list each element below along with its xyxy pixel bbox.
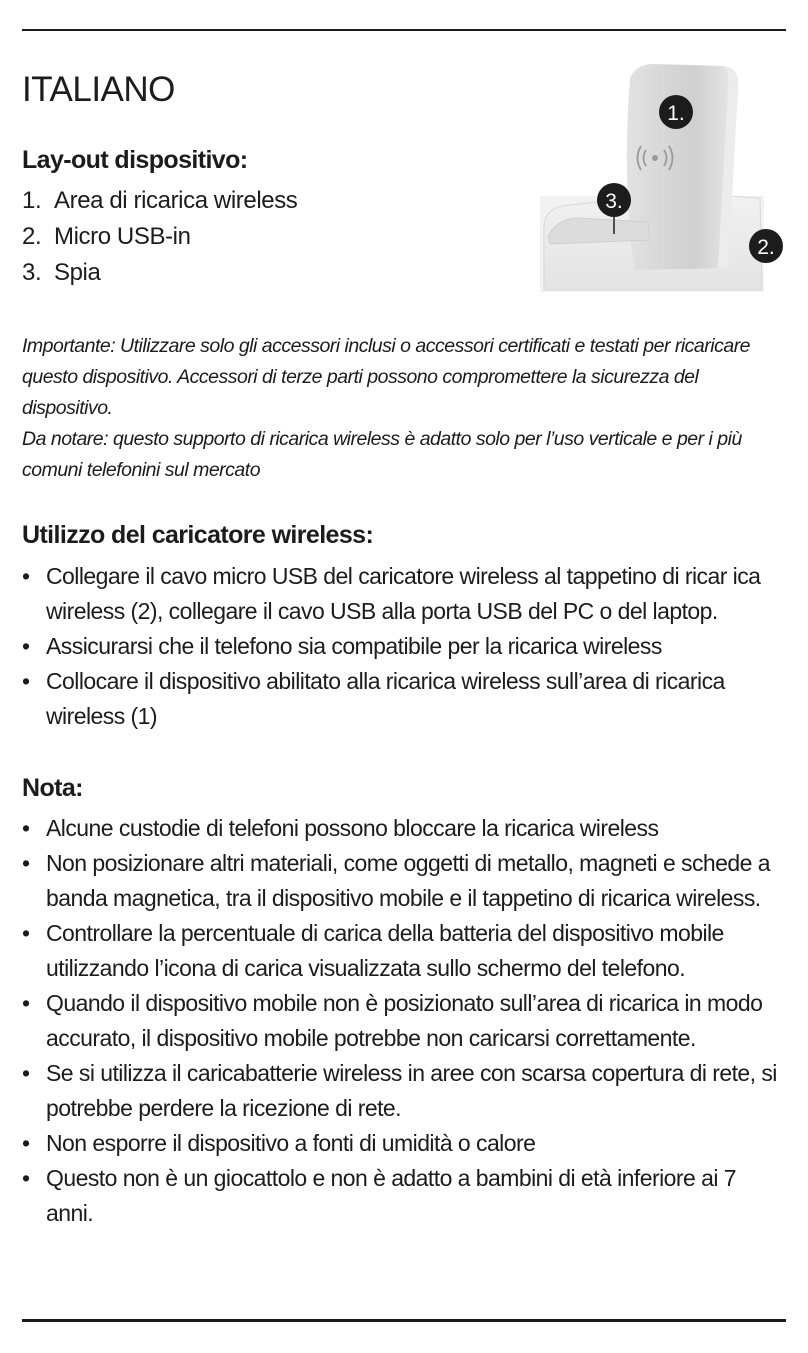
top-divider — [22, 29, 786, 31]
layout-item-label: Area di ricarica wireless — [54, 187, 298, 214]
callout-3-label: 3. — [605, 190, 623, 213]
usage-heading: Utilizzo del caricatore wireless: — [22, 521, 374, 549]
important-paragraph: Importante: Utilizzare solo gli accessori inclusi o accessori certificati e testati per ricaricare questo dispositivo. Accessori di terze parti possono compromettere la sicurezza del dispositivo. — [22, 335, 751, 419]
layout-list — [22, 183, 297, 291]
nota-list — [22, 811, 788, 1231]
callout-3-badge — [597, 183, 631, 217]
layout-heading: Lay-out dispositivo: — [22, 146, 248, 174]
nota-item: • Non esporre il dispositivo a fonti di umidità o calore — [22, 1126, 788, 1161]
nota-heading: Nota: — [22, 774, 83, 802]
device-illustration — [538, 58, 788, 294]
layout-item — [22, 255, 297, 291]
layout-item-label: Micro USB-in — [54, 223, 191, 250]
layout-item-label: Spia — [54, 259, 101, 286]
layout-item-number: 1. — [22, 187, 42, 214]
bottom-divider — [22, 1319, 786, 1322]
usage-item: • Collocare il dispositivo abilitato alla ricarica wireless sull’area di ricarica wireless (1) — [22, 664, 788, 734]
nota-item: • Alcune custodie di telefoni possono bloccare la ricarica wireless — [22, 811, 788, 846]
usage-item: • Assicurarsi che il telefono sia compatibile per la ricarica wireless — [22, 629, 788, 664]
callout-1-badge — [659, 95, 693, 129]
important-notice — [22, 331, 788, 486]
layout-item-number: 3. — [22, 259, 42, 286]
callout-1-label: 1. — [667, 102, 685, 125]
nota-item: • Controllare la percentuale di carica della batteria del dispositivo mobile utilizzando l’icona di carica visualizzata sullo schermo del telefono. — [22, 916, 788, 986]
note-paragraph: Da notare: questo supporto di ricarica wireless è adatto solo per l’uso verticale e per i più comuni telefonini sul mercato — [22, 428, 742, 481]
nota-item: • Quando il dispositivo mobile non è posizionato sull’area di ricarica in modo accurato, il dispositivo mobile potrebbe non caricarsi correttamente. — [22, 986, 788, 1056]
nota-item: • Se si utilizza il caricabatterie wireless in aree con scarsa copertura di rete, si potrebbe perdere la ricezione di rete. — [22, 1056, 788, 1126]
usage-list — [22, 559, 788, 734]
nota-item: • Non posizionare altri materiali, come oggetti di metallo, magneti e schede a banda magnetica, tra il dispositivo mobile e il tappetino di ricarica wireless. — [22, 846, 788, 916]
usage-item: • Collegare il cavo micro USB del caricatore wireless al tappetino di ricar ica wireless (2), collegare il cavo USB alla porta USB del PC o del laptop. — [22, 559, 788, 629]
layout-item — [22, 183, 297, 219]
device-phone-rest — [548, 218, 650, 244]
nota-item: • Questo non è un giocattolo e non è adatto a bambini di età inferiore ai 7 anni. — [22, 1161, 788, 1231]
layout-item — [22, 219, 297, 255]
callout-2-label: 2. — [757, 236, 775, 259]
layout-item-number: 2. — [22, 223, 42, 250]
callout-2-badge — [749, 229, 783, 263]
language-title: ITALIANO — [22, 70, 175, 109]
